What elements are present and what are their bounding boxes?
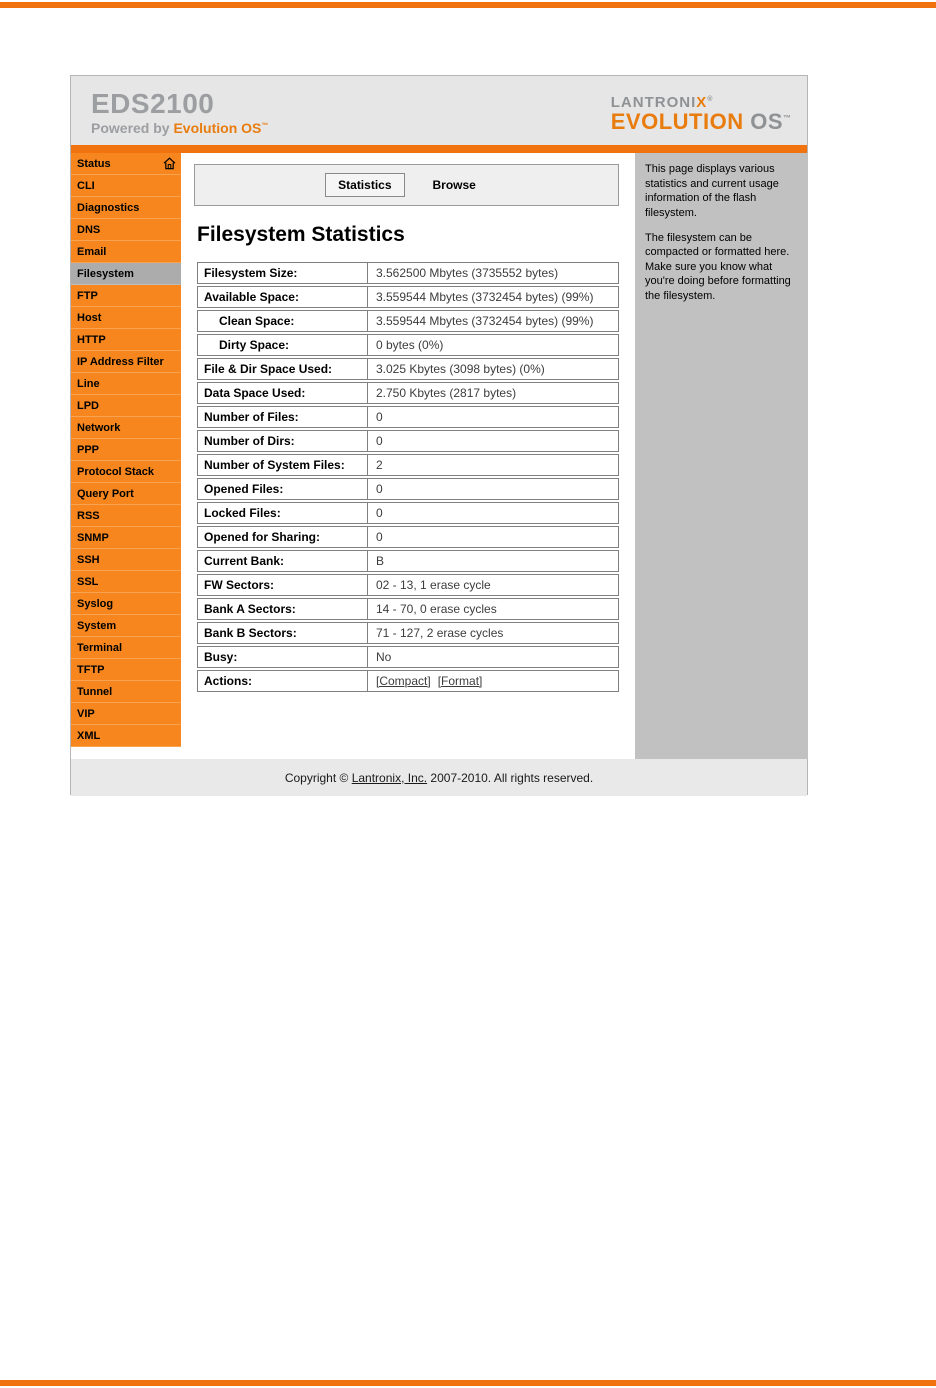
sidebar-item-email[interactable] [71,241,181,263]
sidebar-item-tunnel[interactable] [71,681,181,703]
stat-value: 3.562500 Mbytes (3735552 bytes) [376,266,559,280]
copyright-suffix: 2007-2010. All rights reserved. [430,770,594,785]
stats-table [197,262,619,692]
app-header [71,76,807,145]
sidebar-item-label: Terminal [77,641,123,654]
help-panel [635,153,808,759]
sidebar-item-rss[interactable] [71,505,181,527]
sidebar-item-label: System [77,619,117,632]
sidebar-item-label: RSS [77,509,100,522]
sidebar-item-dns[interactable] [71,219,181,241]
stat-value: 2 [376,458,383,472]
trademark-mark: ™ [783,113,791,123]
lantronix-wordmark-x: X [696,93,708,111]
sidebar-item-label: XML [77,729,101,742]
os-text: OS [743,108,783,134]
powered-by-text: Powered by [91,119,174,136]
sidebar-item-syslog[interactable] [71,593,181,615]
stat-value: 14 - 70, 0 erase cycles [376,602,497,616]
sidebar-item-ssl[interactable] [71,571,181,593]
stat-value: 3.559544 Mbytes (3732454 bytes) (99%) [376,314,594,328]
sidebar-item-cli[interactable] [71,175,181,197]
stat-value [368,671,618,691]
evolution-text: EVOLUTION [610,108,744,134]
stat-label: Number of Files: [198,407,368,427]
stat-value: No [376,650,392,664]
tab-browse[interactable]: Browse [432,178,476,192]
table-row [197,622,619,644]
stat-value: 71 - 127, 2 erase cycles [376,626,504,640]
app-window [70,75,808,795]
sidebar-item-label: SSL [77,575,99,588]
sidebar-item-http[interactable] [71,329,181,351]
home-icon [163,157,176,170]
stat-value: 02 - 13, 1 erase cycle [376,578,491,592]
table-row [197,286,619,308]
app-body [71,153,807,759]
sidebar-item-label: Tunnel [77,685,113,698]
trademark-mark: ™ [261,122,269,130]
bottom-orange-rule [0,1380,936,1386]
sidebar-item-line[interactable] [71,373,181,395]
sidebar-item-label: Query Port [77,487,134,500]
sidebar-item-label: Diagnostics [77,201,140,214]
table-row [197,502,619,524]
table-row [197,574,619,596]
table-row [197,646,619,668]
sidebar-item-label: IP Address Filter [77,355,164,368]
sidebar-item-snmp[interactable] [71,527,181,549]
evolution-os-wordmark [610,108,791,134]
tab-statistics[interactable]: Statistics [325,173,404,197]
sidebar-item-xml[interactable] [71,725,181,747]
stat-label: Available Space: [198,287,368,307]
tab-bar [194,164,619,206]
table-row [197,526,619,548]
sidebar-item-host[interactable] [71,307,181,329]
sidebar-item-ssh[interactable] [71,549,181,571]
page-title: Filesystem Statistics [197,223,405,246]
lantronix-link[interactable]: Lantronix, Inc. [351,770,428,785]
sidebar-item-label: FTP [77,289,98,302]
sidebar-item-lpd[interactable] [71,395,181,417]
sidebar-item-ftp[interactable] [71,285,181,307]
product-name: EDS2100 [91,88,215,120]
table-row [197,310,619,332]
table-row [197,334,619,356]
sidebar-item-system[interactable] [71,615,181,637]
stat-label: Clean Space: [198,311,368,331]
sidebar-item-label: HTTP [77,333,106,346]
stat-value: 0 bytes (0%) [376,338,444,352]
stat-label: Bank A Sectors: [198,599,368,619]
sidebar-item-status[interactable] [71,153,181,175]
sidebar-item-query-port[interactable] [71,483,181,505]
sidebar-item-ip-address-filter[interactable] [71,351,181,373]
table-row [197,550,619,572]
sidebar-item-filesystem[interactable] [71,263,181,285]
sidebar-item-network[interactable] [71,417,181,439]
sidebar-item-label: DNS [77,223,101,236]
sidebar-item-label: Status [77,157,111,170]
sidebar-item-label: Email [77,245,107,258]
table-row [197,478,619,500]
stat-label: Filesystem Size: [198,263,368,283]
stat-value: 0 [376,482,383,496]
stat-label: Data Space Used: [198,383,368,403]
powered-by-line [91,120,268,136]
sidebar-item-label: LPD [77,399,99,412]
stat-label: Actions: [198,671,368,691]
table-row [197,382,619,404]
sidebar-item-label: VIP [77,707,95,720]
table-row [197,598,619,620]
table-row [197,670,619,692]
sidebar-item-terminal[interactable] [71,637,181,659]
table-row [197,406,619,428]
sidebar-item-label: CLI [77,179,95,192]
sidebar-item-label: SNMP [77,531,109,544]
powered-os-text: Evolution OS [173,119,262,136]
sidebar-item-label: SSH [77,553,100,566]
table-row [197,358,619,380]
stat-label: Number of Dirs: [198,431,368,451]
table-row [197,262,619,284]
sidebar-item-diagnostics[interactable] [71,197,181,219]
stat-label: File & Dir Space Used: [198,359,368,379]
orange-accent-bar [71,145,807,153]
lantronix-wordmark [611,95,791,110]
registered-mark: ® [707,95,713,103]
sidebar-item-label: Protocol Stack [77,465,155,478]
sidebar-item-label: TFTP [77,663,105,676]
stat-label: Number of System Files: [198,455,368,475]
stat-value: 3.025 Kbytes (3098 bytes) (0%) [376,362,545,376]
stat-label: Busy: [198,647,368,667]
table-row [197,430,619,452]
sidebar-item-label: Line [77,377,100,390]
app-footer [71,759,807,796]
stat-label: Opened for Sharing: [198,527,368,547]
stat-value: 0 [376,506,383,520]
stat-label: Opened Files: [198,479,368,499]
stat-value: 0 [376,410,383,424]
table-row [197,454,619,476]
stat-label: Bank B Sectors: [198,623,368,643]
stat-value: 0 [376,434,383,448]
help-paragraph: This page displays various statistics and current usage information of the flash filesystem. [645,163,779,219]
stat-label: Dirty Space: [198,335,368,355]
sidebar-item-label: Host [77,311,102,324]
lantronix-logo [611,95,791,133]
sidebar-item-ppp[interactable] [71,439,181,461]
product-brand [91,89,268,135]
stat-label: Locked Files: [198,503,368,523]
sidebar-item-label: Network [77,421,121,434]
help-paragraph: The filesystem can be compacted or formatted here. Make sure you know what you're doing before formatting the filesystem. [645,231,791,302]
stat-label: Current Bank: [198,551,368,571]
copyright-prefix: Copyright © [284,770,349,785]
stat-value: 0 [376,530,383,544]
top-orange-rule [0,2,936,8]
stat-value: 2.750 Kbytes (2817 bytes) [376,386,517,400]
stat-value: 3.559544 Mbytes (3732454 bytes) (99%) [376,290,594,304]
lantronix-wordmark-gray: LANTRONI [610,93,697,111]
sidebar [71,153,181,759]
stat-label: FW Sectors: [198,575,368,595]
compact-link[interactable]: [Compact] [376,674,431,688]
sidebar-item-label: PPP [77,443,100,456]
sidebar-item-label: Filesystem [77,267,134,280]
main-content [181,153,635,759]
sidebar-item-vip[interactable] [71,703,181,725]
format-link[interactable]: [Format] [437,674,483,688]
stat-value: B [376,554,385,568]
sidebar-item-tftp[interactable] [71,659,181,681]
sidebar-item-label: Syslog [77,597,114,610]
sidebar-item-protocol-stack[interactable] [71,461,181,483]
